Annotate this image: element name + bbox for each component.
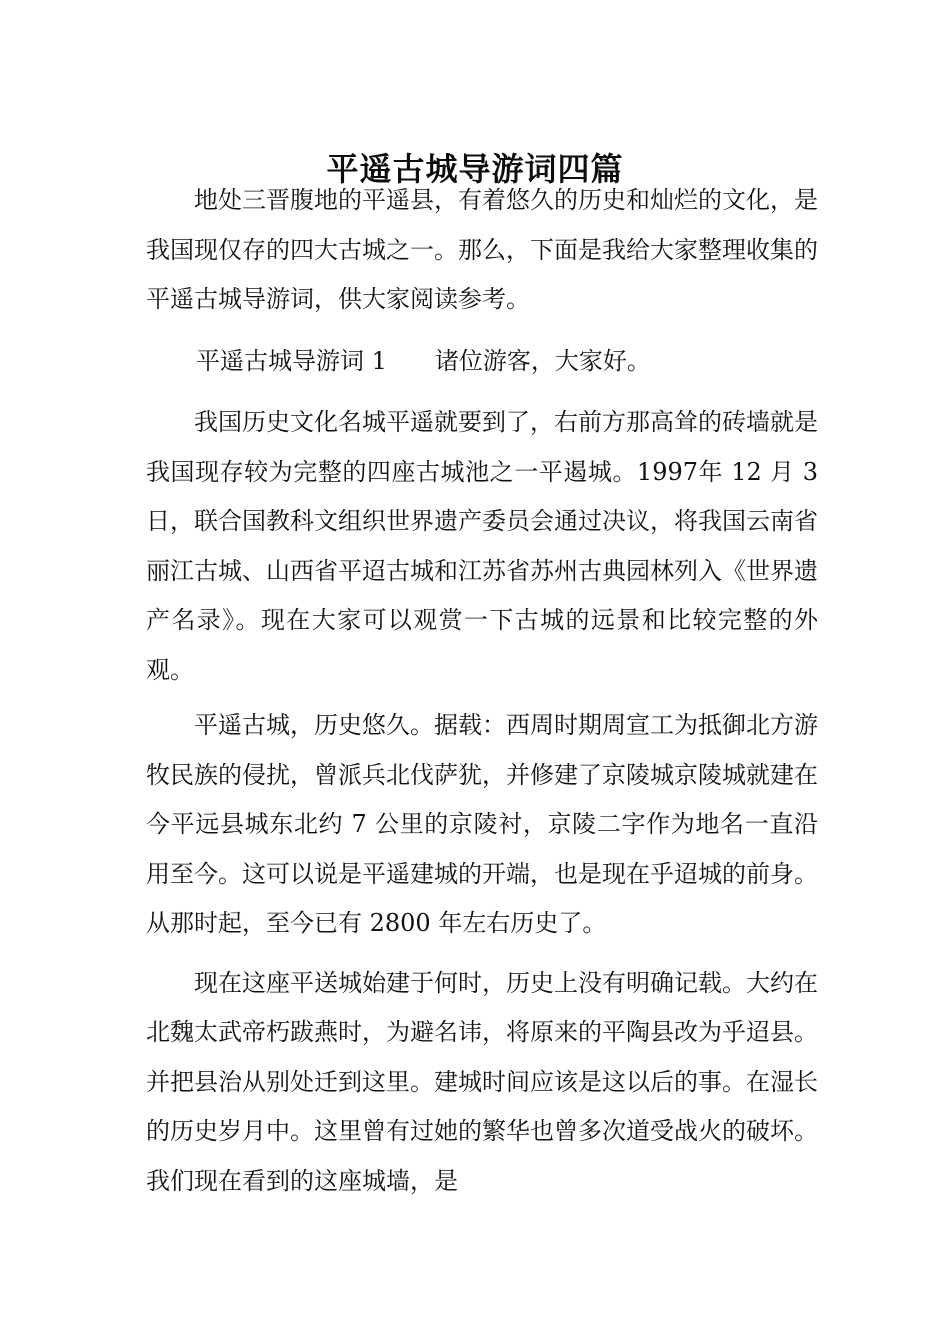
document-body — [146, 176, 818, 1206]
document-title: 平遥古城导游词四篇 — [326, 150, 624, 189]
body-paragraph: 现在这座平送城始建于何时，历史上没有明确记载。大约在北魏太武帝朽跋燕时，为避名讳，将原来的平陶县改为乎迢县。并把县治从别处迁到这里。建城时间应该是这以后的事。在湿长的历史岁月中。这里曾有过她的繁华也曾多次道受战火的破坏。我们现在看到的这座城墙，是 — [146, 968, 818, 1195]
section-heading-paragraph: 平遥古城导游词 1 诸位游客，大家好。 — [196, 346, 651, 375]
body-paragraph: 我国历史文化名城平遥就要到了，右前方那高耸的砖墙就是我国现存较为完整的四座古城池之一平遏城。1997年 12 月 3 日，联合国教科文组织世界遗产委员会通过决议，将我国云南省丽江古城、山西省平迢古城和江苏省苏州古典园林列入《世界遗产名录》。现在大家可以观赏一下古城的远景和比较完整的外观。 — [146, 408, 818, 684]
intro-paragraph: 地处三晋腹地的平遥县，有着悠久的历史和灿烂的文化，是我国现仅存的四大古城之一。那么，下面是我给大家整理收集的平遥古城导游词，供大家阅读参考。 — [146, 186, 818, 313]
body-paragraph: 平遥古城，历史悠久。据载：西周时期周宣工为抵御北方游牧民族的侵扰，曾派兵北伐萨犹，并修建了京陵城京陵城就建在今平远县城东北约 7 公里的京陵衬，京陵二字作为地名一直沿用至今。这可以说是平遥建城的开端，也是现在乎迢城的前身。从那时起，至今已有 2800 年左右历史了。 — [146, 711, 818, 937]
